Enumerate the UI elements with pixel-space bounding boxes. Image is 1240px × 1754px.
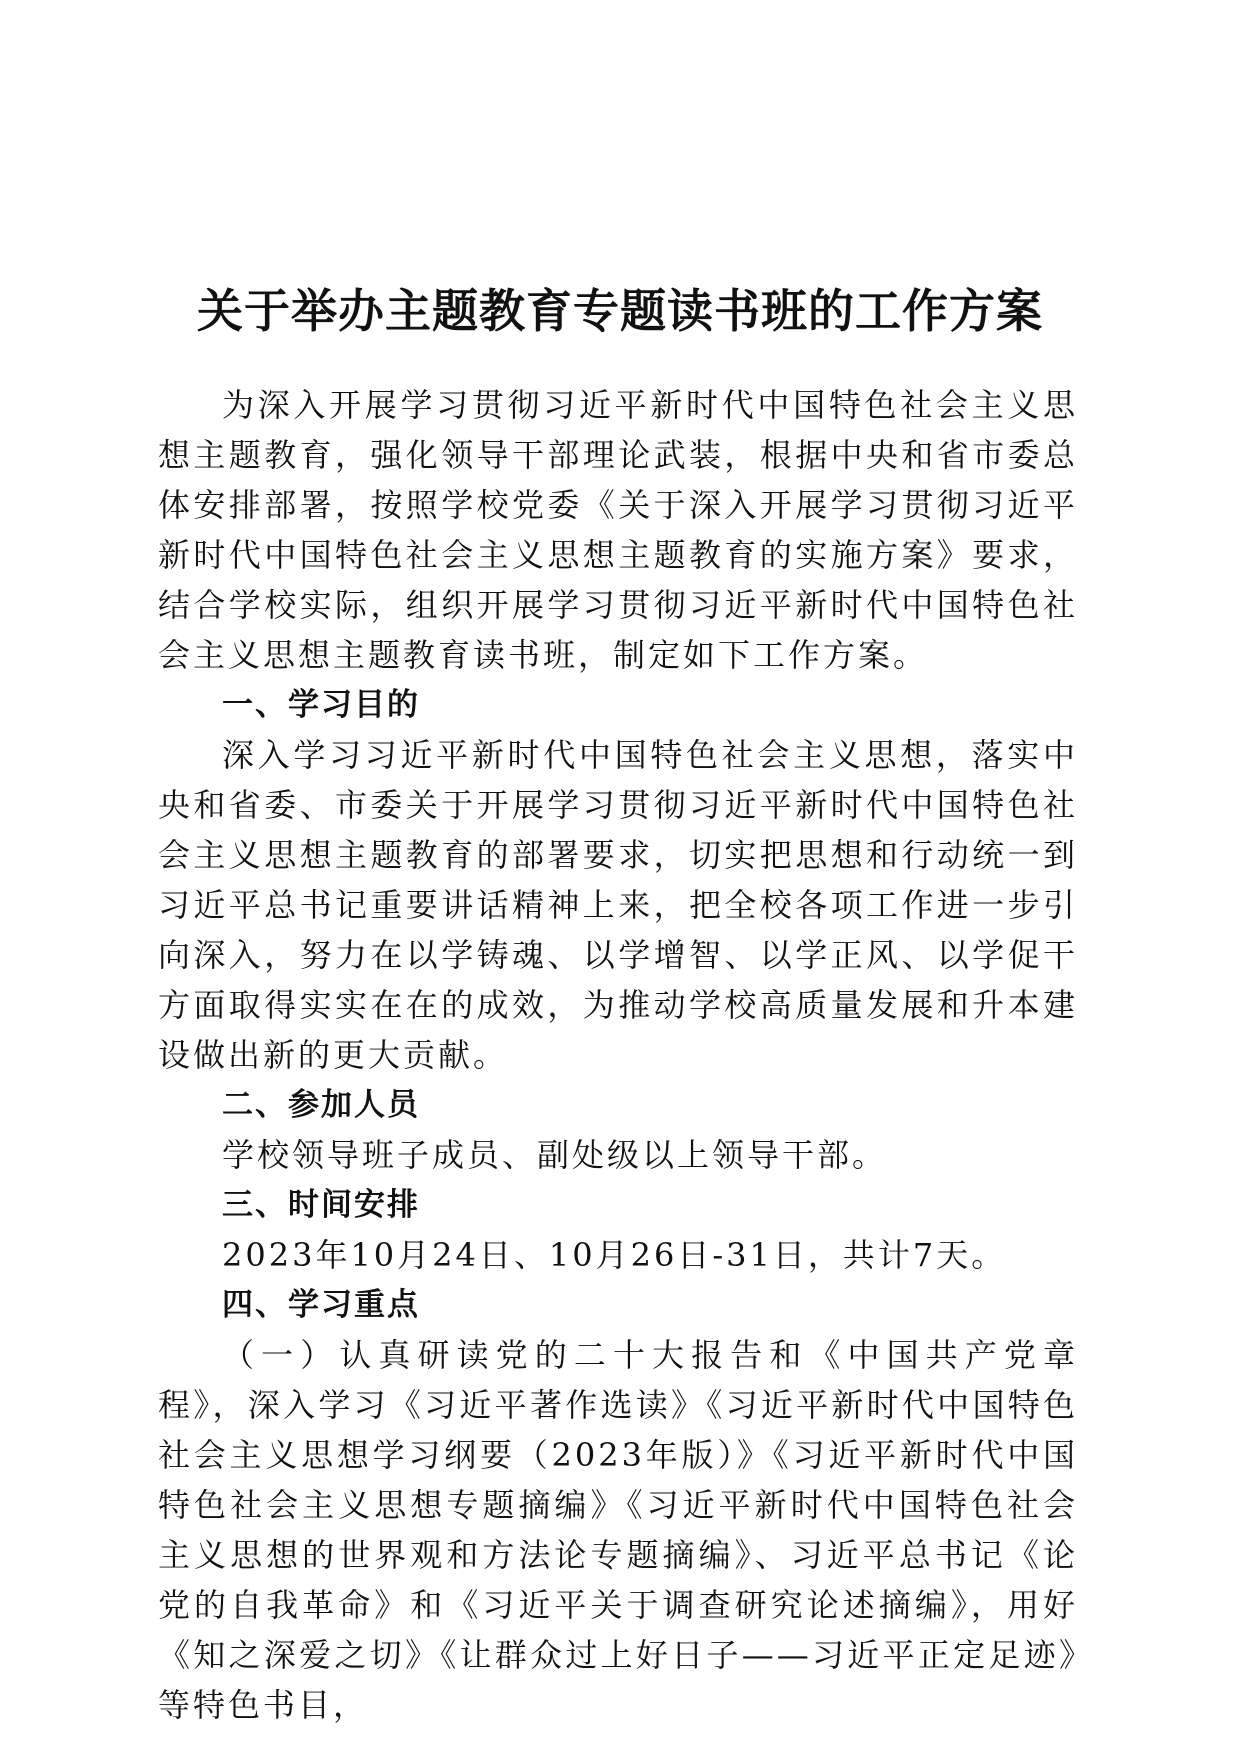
intro-paragraph: 为深入开展学习贯彻习近平新时代中国特色社会主义思想主题教育，强化领导干部理论武装，根据中央和省市委总体安排部署，按照学校党委《关于深入开展学习贯彻习近平新时代中国特色社会主义思想主题教育的实施方案》要求，结合学校实际，组织开展学习贯彻习近平新时代中国特色社会主义思想主题教育读书班，制定如下工作方案。 [158,386,1078,674]
section-paragraph-participants: 学校领导班子成员、副处级以上领导干部。 [222,1136,888,1174]
document-body [158,380,1078,1730]
section-heading-purpose: 一、学习目的 [222,687,420,723]
section-heading-schedule: 三、时间安排 [222,1187,420,1223]
section-heading-focus: 四、学习重点 [222,1287,420,1323]
document-title: 关于举办主题教育专题读书班的工作方案 [197,283,1043,338]
section-paragraph-schedule: 2023年10月24日、10月26日-31日，共计7天。 [222,1236,1007,1274]
section-paragraph-focus: （一）认真研读党的二十大报告和《中国共产党章程》，深入学习《习近平著作选读》《习近平新时代中国特色社会主义思想学习纲要（2023年版）》《习近平新时代中国特色社会主义思想专题摘编》《习近平新时代中国特色社会主义思想的世界观和方法论专题摘编》、习近平总书记《论党的自我革命》和《习近平关于调查研究论述摘编》，用好《知之深爱之切》《让群众过上好日子——习近平正定足迹》等特色书目， [158,1336,1078,1724]
section-paragraph-purpose: 深入学习习近平新时代中国特色社会主义思想，落实中央和省委、市委关于开展学习贯彻习近平新时代中国特色社会主义思想主题教育的部署要求，切实把思想和行动统一到习近平总书记重要讲话精神上来，把全校各项工作进一步引向深入，努力在以学铸魂、以学增智、以学正风、以学促干方面取得实实在在的成效，为推动学校高质量发展和升本建设做出新的更大贡献。 [158,736,1078,1074]
section-heading-participants: 二、参加人员 [222,1087,420,1123]
